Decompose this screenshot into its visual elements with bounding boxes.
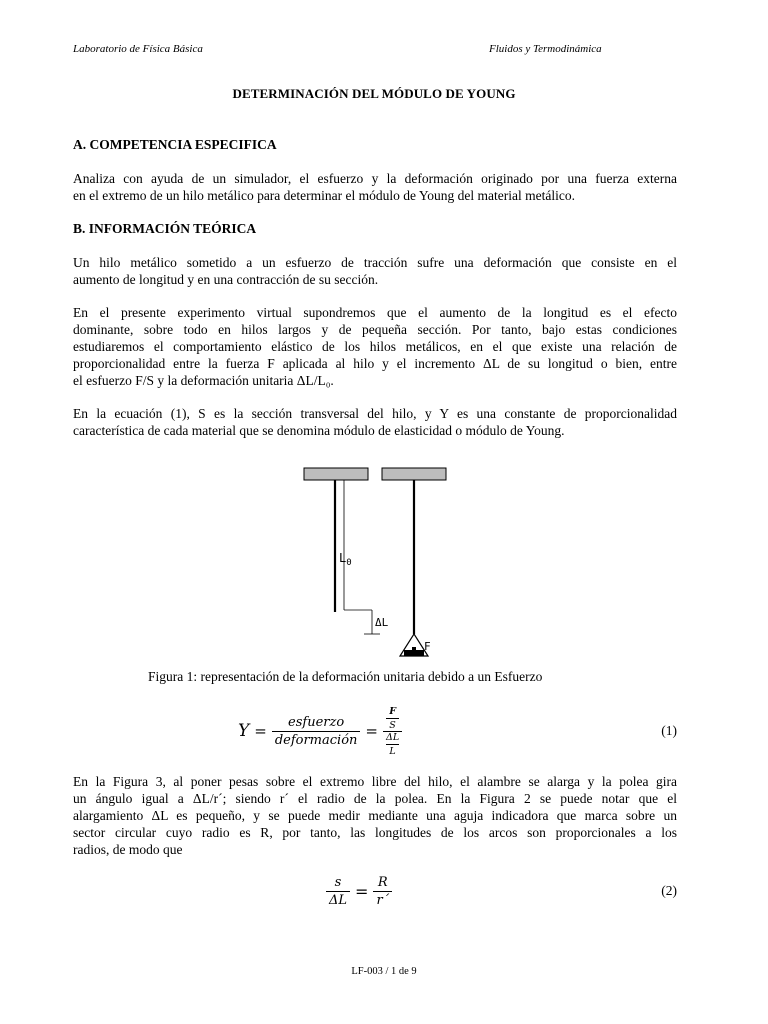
eq2-r: R bbox=[377, 874, 388, 890]
eq1-s: S bbox=[386, 718, 399, 731]
right-support bbox=[382, 468, 446, 480]
eq2-r-prime: r´ bbox=[373, 891, 392, 908]
text-line: sector circular cuyo radio es R, por tanto, las longitudes de los arcos son proporcionales a los bbox=[73, 825, 677, 840]
header-left: Laboratorio de Física Básica bbox=[73, 43, 203, 55]
text-line: aumento de longitud y en una contracción de su sección. bbox=[73, 272, 379, 287]
weight-knob bbox=[412, 647, 416, 650]
label-delta-l: ΔL bbox=[375, 616, 389, 629]
equation-1-number: (1) bbox=[661, 723, 677, 738]
eq1-lhs: Y bbox=[238, 721, 250, 741]
eq1-f: F bbox=[389, 705, 396, 717]
text-line: En el presente experimento virtual supondremos que el aumento de la longitud es el efecto bbox=[73, 305, 677, 320]
text-line: Analiza con ayuda de un simulador, el esfuerzo y la deformación originado por una fuerza externa bbox=[73, 171, 677, 186]
text-line: un ángulo igual a ΔL/r´; siendo r´ el radio de la polea. En la Figura 2 se puede notar que el bbox=[73, 791, 677, 806]
equation-2-number: (2) bbox=[661, 883, 677, 898]
label-l0: $L_0$ bbox=[339, 551, 352, 568]
section-b-paragraph-1 bbox=[73, 254, 677, 288]
text-line: estudiaremos el comportamiento elástico de los hilos metálicos, en el que existe una relación de bbox=[73, 339, 677, 354]
text-line: radios, de modo que bbox=[73, 842, 183, 857]
eq1-dl-over-l bbox=[383, 732, 402, 757]
eq2-dl: ΔL bbox=[326, 891, 350, 908]
page-title: DETERMINACIÓN DEL MÓDULO DE YOUNG bbox=[232, 86, 516, 101]
left-support bbox=[304, 468, 368, 480]
eq1-dl: ΔL bbox=[385, 731, 400, 743]
eq2-right-fraction bbox=[373, 875, 392, 908]
text-line: alargamiento ΔL es pequeño, y se puede medir mediante una aguja indicadora que marca sobre un bbox=[73, 808, 677, 823]
text-line: Un hilo metálico sometido a un esfuerzo de tracción sufre una deformación que consiste en el bbox=[73, 255, 677, 270]
weight-block bbox=[404, 650, 424, 656]
eq1-l: L bbox=[386, 744, 398, 757]
eq1-compound-fraction bbox=[383, 706, 402, 757]
text-line: En la ecuación (1), S es la sección transversal del hilo, y Y es una constante de proporcionalidad bbox=[73, 406, 677, 421]
text-line: proporcionalidad entre la fuerza F aplicada al hilo y el incremento ΔL de su longitud o bien, entre bbox=[73, 356, 677, 371]
section-b-paragraph-3 bbox=[73, 405, 677, 439]
text-line: dominante, sobre todo en hilos largos y de pequeña sección. Por tanto, bajo estas condiciones bbox=[73, 322, 677, 337]
eq1-compound-numerator bbox=[386, 706, 399, 731]
eq1-fraction bbox=[272, 715, 361, 748]
text-line: en el extremo de un hilo metálico para determinar el módulo de Young del material metálico. bbox=[73, 188, 575, 203]
figure-young-modulus bbox=[290, 462, 460, 667]
eq1-numerator: esfuerzo bbox=[288, 714, 345, 730]
section-a-paragraph bbox=[73, 170, 677, 204]
equation-1 bbox=[238, 702, 402, 760]
section-b-paragraph-2 bbox=[73, 304, 677, 389]
eq1-denominator: deformación bbox=[272, 731, 361, 748]
text-line: característica de cada material que se denomina módulo de elasticidad o módulo de Young. bbox=[73, 423, 565, 438]
text-line: En la Figura 3, al poner pesas sobre el extremo libre del hilo, el alambre se alarga y la polea gira bbox=[73, 774, 677, 789]
section-a-heading: A. COMPETENCIA ESPECIFICA bbox=[73, 137, 277, 152]
page-footer: LF-003 / 1 de 9 bbox=[351, 966, 417, 977]
eq1-equals-2: = bbox=[365, 722, 378, 740]
eq2-equals: = bbox=[355, 881, 369, 901]
section-b-heading: B. INFORMACIÓN TEÓRICA bbox=[73, 221, 257, 236]
eq1-compound-denominator bbox=[383, 731, 402, 757]
eq2-s: s bbox=[334, 874, 342, 890]
header-right: Fluidos y Termodinámica bbox=[489, 43, 602, 55]
eq2-left-fraction bbox=[326, 875, 350, 908]
paragraph-figure-3 bbox=[73, 773, 677, 858]
eq1-f-over-s bbox=[386, 706, 399, 731]
label-force: F bbox=[424, 640, 431, 653]
text-line: el esfuerzo F/S y la deformación unitaria ΔL/L₀. bbox=[73, 373, 334, 388]
figure-caption: Figura 1: representación de la deformación unitaria debido a un Esfuerzo bbox=[148, 669, 543, 684]
eq1-equals: = bbox=[254, 722, 267, 740]
equation-2 bbox=[326, 869, 392, 913]
